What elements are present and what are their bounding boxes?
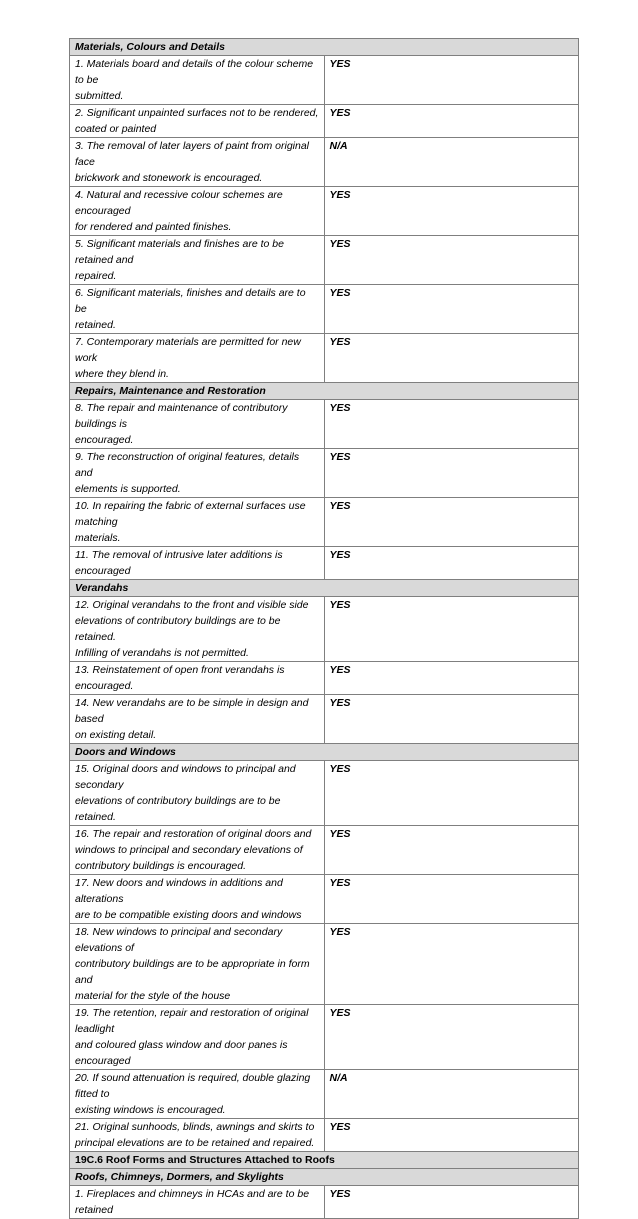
table-row [70, 285, 579, 334]
table-row [70, 236, 579, 285]
section-header-row [70, 1152, 579, 1169]
table-row [70, 105, 579, 138]
requirement-text-line: windows to principal and secondary elevations of [75, 844, 303, 856]
status-cell: YES [324, 285, 579, 334]
requirement-cell [70, 400, 325, 449]
requirement-text-line: 6. Significant materials, finishes and details are to be [75, 287, 306, 315]
status-cell: YES [324, 187, 579, 236]
section-heading: Verandahs [70, 580, 579, 597]
requirement-cell [70, 547, 325, 580]
requirement-text-line: 3. The removal of later layers of paint from original face [75, 140, 310, 168]
status-cell: YES [324, 400, 579, 449]
requirement-text-line: 18. New windows to principal and secondary elevations of [75, 926, 283, 954]
requirement-text-line: 12. Original verandahs to the front and visible side [75, 599, 309, 611]
requirement-text-line: 14. New verandahs are to be simple in design and based [75, 697, 309, 725]
requirement-text-line: encouraged. [75, 434, 134, 446]
requirement-cell [70, 187, 325, 236]
table-row [70, 662, 579, 695]
requirement-cell [70, 138, 325, 187]
table-row [70, 56, 579, 105]
requirement-text-line: repaired. [75, 270, 117, 282]
requirement-cell [70, 1186, 325, 1219]
requirement-cell [70, 285, 325, 334]
status-cell: N/A [324, 1070, 579, 1119]
requirement-text-line: 4. Natural and recessive colour schemes are encouraged [75, 189, 283, 217]
status-cell: YES [324, 334, 579, 383]
requirement-text-line: elevations of contributory buildings are to be retained. [75, 795, 281, 823]
requirement-text-line: 15. Original doors and windows to principal and secondary [75, 763, 296, 791]
requirement-cell [70, 449, 325, 498]
requirement-text-line: 21. Original sunhoods, blinds, awnings and skirts to [75, 1121, 315, 1133]
requirement-cell [70, 56, 325, 105]
requirement-text-line: material for the style of the house [75, 990, 231, 1002]
table-row [70, 826, 579, 875]
status-cell: YES [324, 449, 579, 498]
status-cell: YES [324, 547, 579, 580]
requirement-text-line: where they blend in. [75, 368, 169, 380]
requirement-text-line: for rendered and painted finishes. [75, 221, 232, 233]
requirement-text-line: submitted. [75, 90, 124, 102]
status-cell: YES [324, 105, 579, 138]
table-row [70, 924, 579, 1005]
status-cell: YES [324, 826, 579, 875]
requirement-text-line: principal elevations are to be retained and repaired. [75, 1137, 315, 1149]
requirement-text-line: 9. The reconstruction of original features, details and [75, 451, 300, 479]
table-row [70, 1070, 579, 1119]
table-row [70, 547, 579, 580]
section-header-row [70, 39, 579, 56]
requirement-text-line: 17. New doors and windows in additions and alterations [75, 877, 283, 905]
table-row [70, 138, 579, 187]
requirement-cell [70, 1070, 325, 1119]
requirement-cell [70, 695, 325, 744]
requirement-text-line: elevations of contributory buildings are to be retained. [75, 615, 281, 643]
status-cell: YES [324, 1005, 579, 1070]
requirement-text-line: coated or painted [75, 123, 157, 135]
requirement-text-line: 20. If sound attenuation is required, double glazing fitted to [75, 1072, 311, 1100]
status-cell: YES [324, 695, 579, 744]
table-row [70, 597, 579, 662]
requirement-cell [70, 662, 325, 695]
requirement-text-line: 16. The repair and restoration of original doors and [75, 828, 312, 840]
table-row [70, 695, 579, 744]
table-row [70, 449, 579, 498]
section-header-row [70, 580, 579, 597]
section-header-row [70, 383, 579, 400]
table-row [70, 1005, 579, 1070]
requirement-text-line: 8. The repair and maintenance of contributory buildings is [75, 402, 288, 430]
status-cell: YES [324, 56, 579, 105]
section-header-row [70, 1169, 579, 1186]
requirement-text-line: existing windows is encouraged. [75, 1104, 226, 1116]
requirement-cell [70, 1005, 325, 1070]
table-row [70, 187, 579, 236]
status-cell: YES [324, 924, 579, 1005]
requirement-cell [70, 498, 325, 547]
section-heading: Materials, Colours and Details [70, 39, 579, 56]
requirement-cell [70, 1119, 325, 1152]
requirement-cell [70, 236, 325, 285]
status-cell: YES [324, 236, 579, 285]
requirement-cell [70, 334, 325, 383]
requirement-text-line: Infilling of verandahs is not permitted. [75, 647, 249, 659]
status-cell: YES [324, 597, 579, 662]
table-row [70, 761, 579, 826]
compliance-table-body [70, 39, 579, 1219]
requirement-text-line: 10. In repairing the fabric of external surfaces use matching [75, 500, 306, 528]
requirement-text-line: are to be compatible existing doors and windows [75, 909, 302, 921]
requirement-text-line: 13. Reinstatement of open front verandahs is encouraged. [75, 664, 285, 692]
requirement-text-line: 2. Significant unpainted surfaces not to be rendered, [75, 107, 319, 119]
section-heading: Doors and Windows [70, 744, 579, 761]
compliance-table [69, 38, 579, 1219]
section-heading: Repairs, Maintenance and Restoration [70, 383, 579, 400]
status-cell: N/A [324, 138, 579, 187]
requirement-text-line: retained. [75, 319, 116, 331]
status-cell: YES [324, 1119, 579, 1152]
requirement-text-line: brickwork and stonework is encouraged. [75, 172, 263, 184]
table-row [70, 1186, 579, 1219]
requirement-text-line: materials. [75, 532, 121, 544]
section-heading: Roofs, Chimneys, Dormers, and Skylights [70, 1169, 579, 1186]
requirement-text-line: 7. Contemporary materials are permitted for new work [75, 336, 301, 364]
requirement-text-line: contributory buildings is encouraged. [75, 860, 247, 872]
section-header-row [70, 744, 579, 761]
table-row [70, 334, 579, 383]
requirement-cell [70, 924, 325, 1005]
requirement-cell [70, 105, 325, 138]
requirement-text-line: on existing detail. [75, 729, 157, 741]
requirement-text-line: elements is supported. [75, 483, 181, 495]
status-cell: YES [324, 498, 579, 547]
status-cell: YES [324, 1186, 579, 1219]
section-heading: 19C.6 Roof Forms and Structures Attached to Roofs [70, 1152, 579, 1169]
requirement-text-line: 19. The retention, repair and restoration of original leadlight [75, 1007, 309, 1035]
requirement-cell [70, 875, 325, 924]
requirement-text-line: and coloured glass window and door panes is encouraged [75, 1039, 288, 1067]
status-cell: YES [324, 761, 579, 826]
requirement-text-line: 11. The removal of intrusive later additions is encouraged [75, 549, 283, 577]
requirement-text-line: 1. Materials board and details of the colour scheme to be [75, 58, 314, 86]
status-cell: YES [324, 875, 579, 924]
requirement-text-line: 5. Significant materials and finishes are to be retained and [75, 238, 284, 266]
requirement-text-line: 1. Fireplaces and chimneys in HCAs and are to be retained [75, 1188, 310, 1216]
requirement-cell [70, 826, 325, 875]
table-row [70, 400, 579, 449]
requirement-cell [70, 761, 325, 826]
table-row [70, 498, 579, 547]
table-row [70, 875, 579, 924]
requirement-text-line: contributory buildings are to be appropriate in form and [75, 958, 310, 986]
table-row [70, 1119, 579, 1152]
status-cell: YES [324, 662, 579, 695]
requirement-cell [70, 597, 325, 662]
